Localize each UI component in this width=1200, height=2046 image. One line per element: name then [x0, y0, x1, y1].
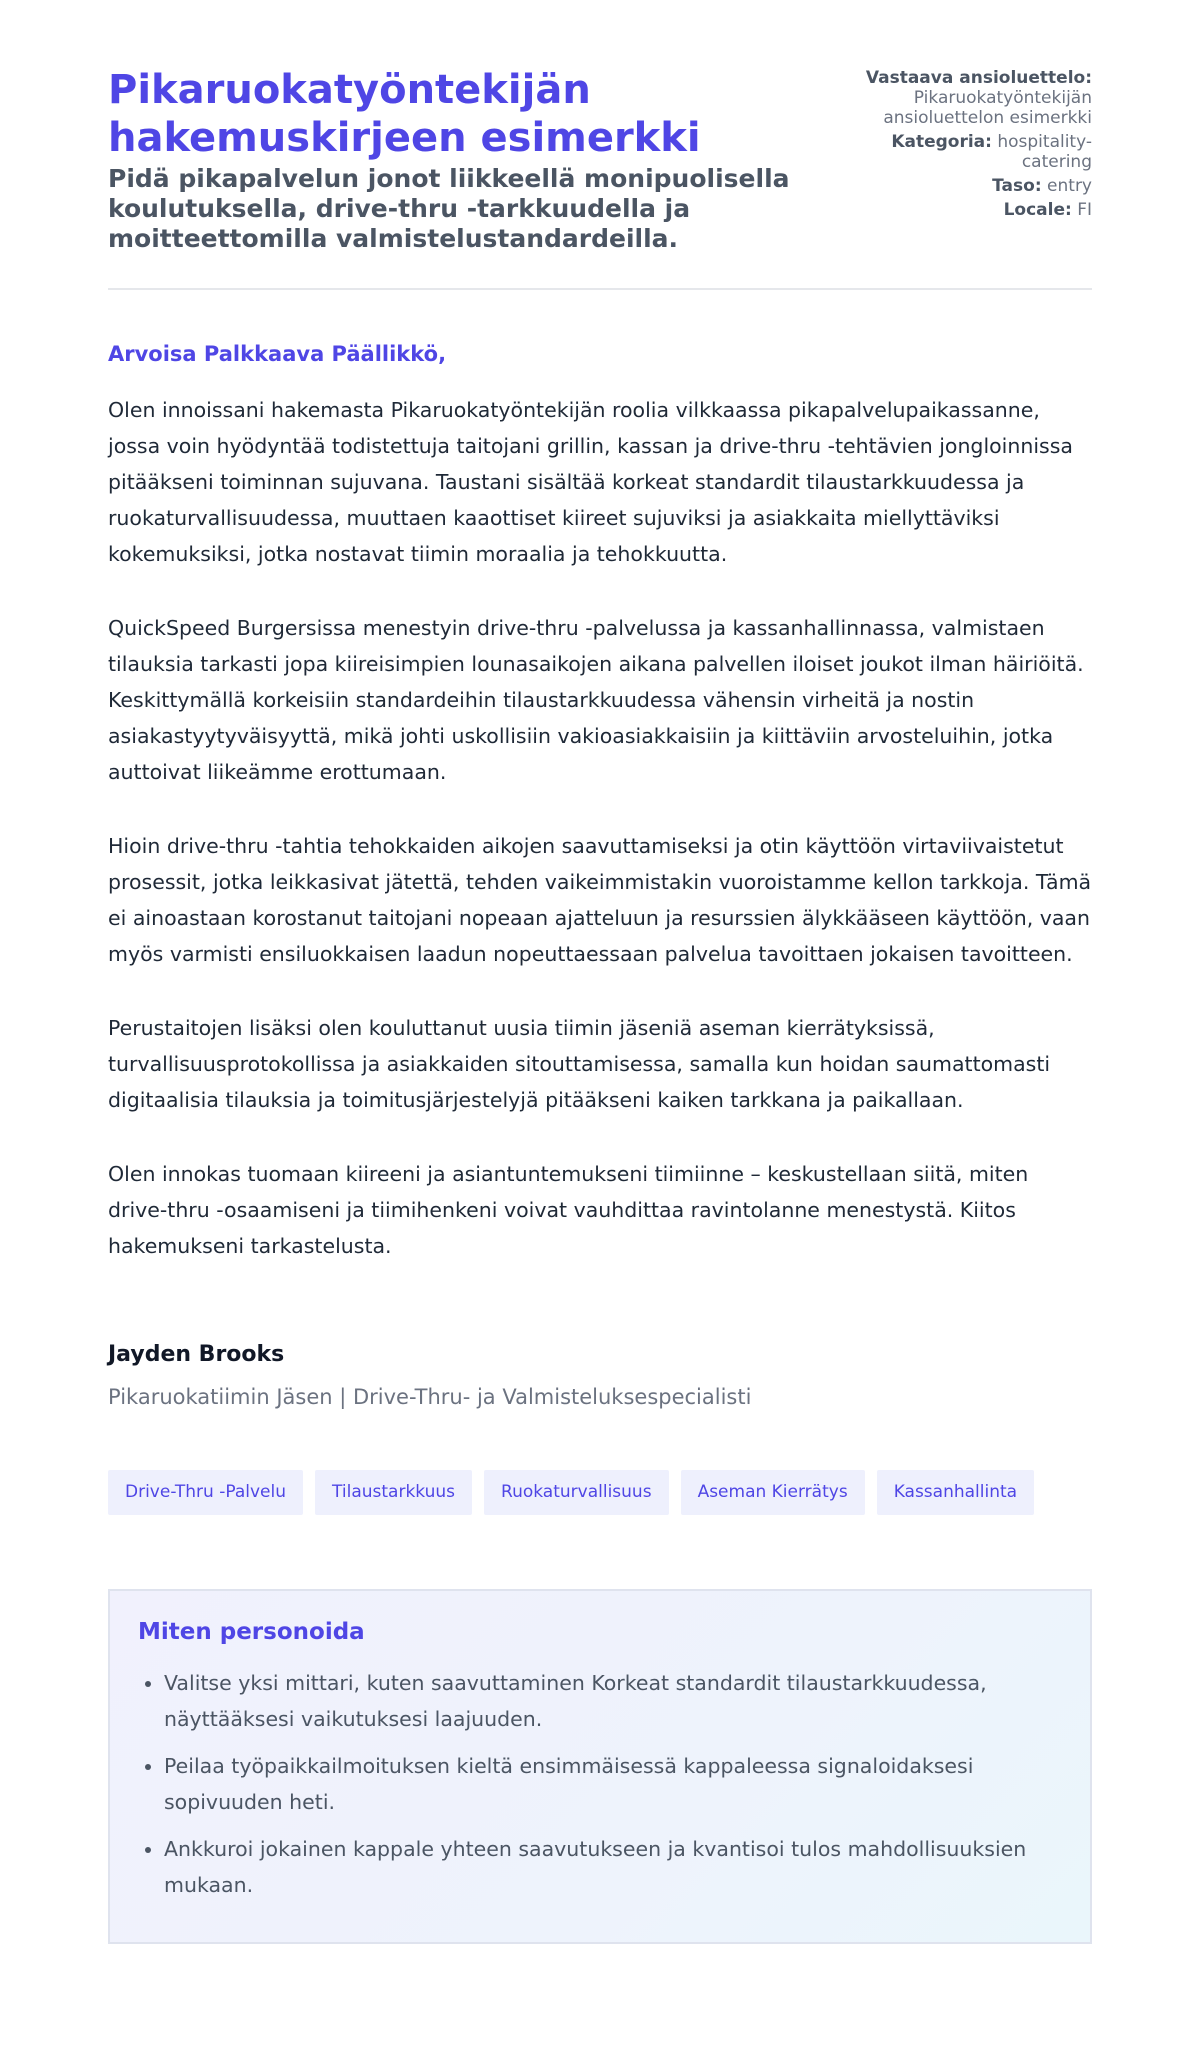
meta-locale: [832, 200, 1092, 220]
letter-body: [108, 340, 1092, 1264]
meta-category-value: hospitality-catering: [997, 132, 1092, 172]
letter-paragraph: Olen innokas tuomaan kiireeni ja asiantuntemukseni tiimiinne – keskustellaan siitä, miten drive-thru -osaamiseni ja tiimihenkeni voivat vauhdittaa ravintolanne menestystä. Kiitos hakemukseni tarkastelusta.: [108, 1162, 1029, 1258]
signature-title: Pikaruokatiimin Jäsen | Drive-Thru- ja Valmisteluksespecialisti: [108, 1385, 752, 1409]
letter-paragraph: QuickSpeed Burgersissa menestyin drive-thru -palvelussa ja kassanhallinnassa, valmistaen tilauksia tarkasti jopa kiireisimpien lounasaikojen aikana palvellen iloiset joukot ilman häiriöitä. Keskittymällä korkeisiin standardeihin tilaustarkkuudessa vähensin virheitä ja nostin asiakastyytyväisyyttä, mikä johti uskollisiin vakioasiakkaisiin ja kiittäviin arvosteluihin, jotka auttoivat liikeämme erottumaan.: [108, 616, 1084, 784]
skill-tag: Kassanhallinta: [877, 1470, 1034, 1515]
header-title-block: [108, 66, 828, 254]
skill-tag: Drive-Thru -Palvelu: [108, 1470, 303, 1515]
signature-block: [108, 1340, 1092, 1412]
page-subtitle: Pidä pikapalvelun jonot liikkeellä monipuolisella koulutuksella, drive-thru -tarkkuudella ja moitteettomilla valmistelustandardeilla.: [108, 164, 790, 253]
document-header: [108, 66, 1092, 290]
letter-paragraph: Olen innoissani hakemasta Pikaruokatyöntekijän roolia vilkkaassa pikapalvelupaikassanne, jossa voin hyödyntää todistettuja taitojani grillin, kassan ja drive-thru -tehtävien jongloinnissa pitääkseni toiminnan sujuvana. Taustani sisältää korkeat standardit tilaustarkkuudessa ja ruokaturvallisuudessa, muuttaen kaaottiset kiireet sujuviksi ja asiakkaita miellyttäviksi kokemuksiksi, jotka nostavat tiimin moraalia ja tehokkuutta.: [108, 398, 1073, 566]
signature-name: Jayden Brooks: [108, 1342, 285, 1367]
personalization-tips: [108, 1589, 1092, 1944]
meta-locale-label: Locale:: [1003, 200, 1072, 220]
tips-title: Miten personoida: [138, 1619, 365, 1645]
tips-list-item: • Peilaa työpaikkailmoituksen kieltä ensimmäisessä kappaleessa signaloidaksesi sopivuuden heti.: [164, 1748, 1062, 1820]
meta-category-label: Kategoria:: [891, 132, 992, 152]
skill-tag: Aseman Kierrätys: [681, 1470, 865, 1515]
meta-resume: [832, 68, 1092, 128]
tips-list: [138, 1665, 1062, 1903]
tips-list-item: • Ankkuroi jokainen kappale yhteen saavutukseen ja kvantisoi tulos mahdollisuuksien mukaan.: [164, 1831, 1062, 1903]
meta-resume-label: Vastaava ansioluettelo:: [865, 68, 1092, 88]
skill-tag: Ruokaturvallisuus: [484, 1470, 669, 1515]
meta-locale-value: FI: [1077, 200, 1092, 220]
meta-resume-value: Pikaruokatyöntekijän ansioluettelon esimerkki: [883, 88, 1092, 128]
salutation: Arvoisa Palkkaava Päällikkö,: [108, 342, 447, 366]
tips-list-item: • Valitse yksi mittari, kuten saavuttaminen Korkeat standardit tilaustarkkuudessa, näyttääksesi vaikutuksesi laajuuden.: [164, 1665, 1062, 1737]
meta-category: [832, 132, 1092, 172]
document-meta: [832, 66, 1092, 224]
skill-tag: Tilaustarkkuus: [315, 1470, 472, 1515]
skill-tags: [108, 1470, 1092, 1515]
letter-paragraph: Hioin drive-thru -tahtia tehokkaiden aikojen saavuttamiseksi ja otin käyttöön virtaviivaistetut prosessit, jotka leikkasivat jätettä, tehden vaikeimmistakin vuoroistamme kellon tarkkoja. Tämä ei ainoastaan korostanut taitojani nopeaan ajatteluun ja resurssien älykkääseen käyttöön, vaan myös varmisti ensiluokkaisen laadun nopeuttaessaan palvelua tavoittaen jokaisen tavoitteen.: [108, 834, 1092, 966]
meta-level-label: Taso:: [992, 176, 1042, 196]
meta-level-value: entry: [1047, 176, 1092, 196]
meta-level: [832, 176, 1092, 196]
page-title: Pikaruokatyöntekijän hakemuskirjeen esimerkki: [108, 67, 701, 161]
letter-paragraph: Perustaitojen lisäksi olen kouluttanut uusia tiimin jäseniä aseman kierrätyksissä, turvallisuusprotokollissa ja asiakkaiden sitouttamisessa, samalla kun hoidan saumattomasti digitaalisia tilauksia ja toimitusjärjestelyjä pitääkseni kaiken tarkkana ja paikallaan.: [108, 1016, 1051, 1112]
